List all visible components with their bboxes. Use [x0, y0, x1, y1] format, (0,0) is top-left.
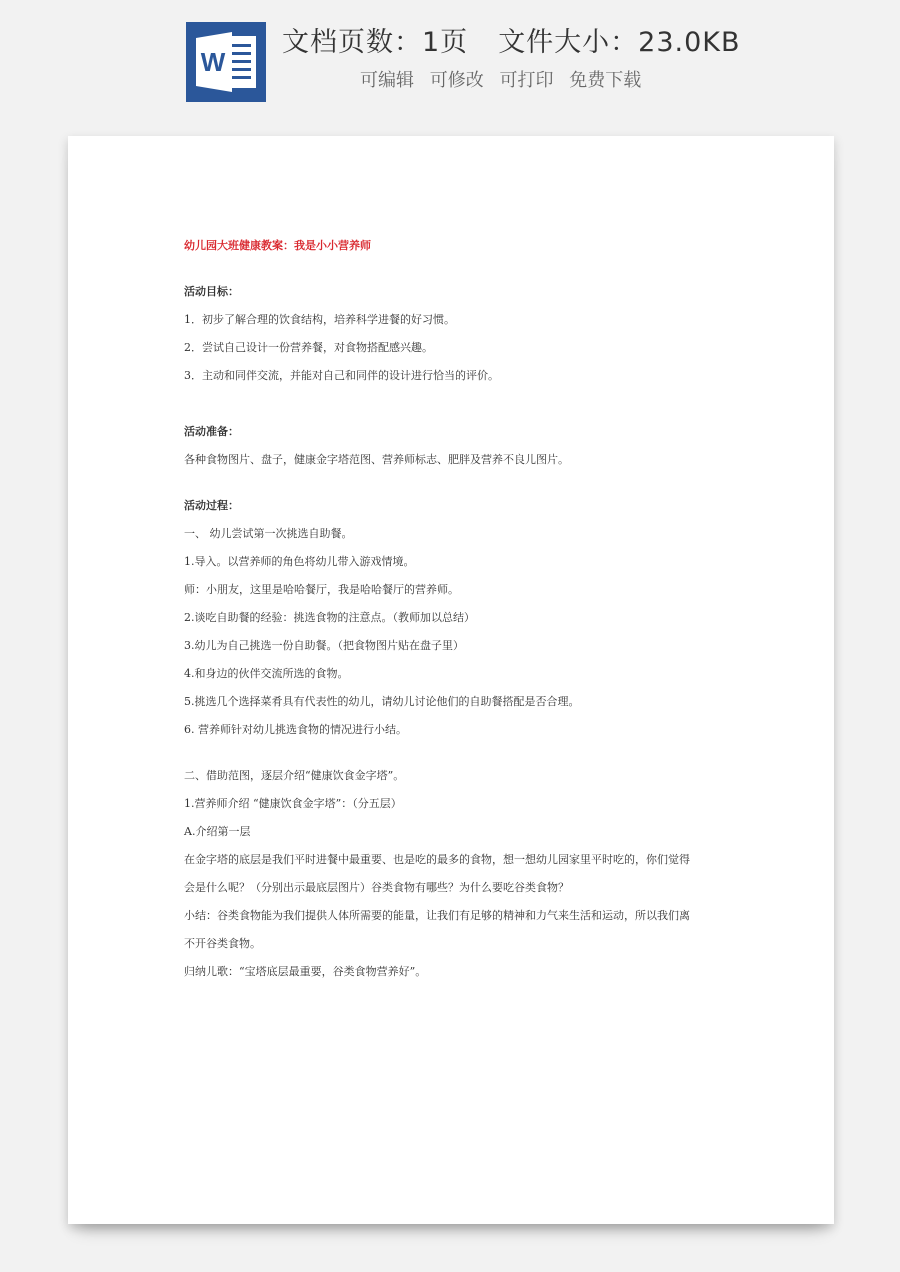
- download-header: [0, 0, 900, 120]
- process-line: 师：小朋友，这里是哈哈餐厅，我是哈哈餐厅的营养师。: [184, 583, 459, 596]
- process-line: 不开谷类食物。: [184, 937, 261, 950]
- goals-heading: 活动目标：: [184, 285, 239, 298]
- word-icon-letter: W: [200, 47, 226, 77]
- word-document-icon: [186, 22, 266, 102]
- process-line: 会是什么呢？（分别出示最底层图片）谷类食物有哪些？为什么要吃谷类食物？: [184, 881, 569, 894]
- process-heading: 活动过程：: [184, 499, 239, 512]
- document-page: [68, 136, 834, 1224]
- process-line: 2.谈吃自助餐的经验：挑选食物的注意点。（教师加以总结）: [184, 611, 475, 624]
- feature-printable: 可打印: [499, 70, 554, 91]
- process-line: 小结：谷类食物能为我们提供人体所需要的能量，让我们有足够的精神和力气来生活和运动，所以我们离: [184, 909, 690, 922]
- process-line: 5.挑选几个选择菜肴具有代表性的幼儿，请幼儿讨论他们的自助餐搭配是否合理。: [184, 695, 580, 708]
- prep-text: 各种食物图片、盘子，健康金字塔范图、营养师标志、肥胖及营养不良儿图片。: [184, 453, 569, 466]
- process-line: 归纳儿歌：“宝塔底层最重要，谷类食物营养好”。: [184, 965, 427, 978]
- process-line: 1.导入。以营养师的角色将幼儿带入游戏情境。: [184, 555, 415, 568]
- file-info-title: [282, 20, 802, 59]
- process-line: 4.和身边的伙伴交流所选的食物。: [184, 667, 349, 680]
- document-body: [184, 232, 724, 986]
- process-line: 二、借助范图，逐层介绍“健康饮食金字塔”。: [184, 769, 405, 782]
- process-line: 1.营养师介绍 “健康饮食金字塔”：（分五层）: [184, 797, 402, 810]
- feature-list: [360, 66, 651, 92]
- process-line: 6. 营养师针对幼儿挑选食物的情况进行小结。: [184, 723, 407, 736]
- process-line: 一、 幼儿尝试第一次挑选自助餐。: [184, 527, 353, 540]
- document-title: 幼儿园大班健康教案：我是小小营养师: [184, 239, 371, 252]
- feature-free-download: 免费下载: [569, 70, 642, 91]
- goal-item: 2．尝试自己设计一份营养餐，对食物搭配感兴趣。: [184, 341, 433, 354]
- feature-editable: 可编辑: [360, 70, 414, 91]
- goal-item: 3．主动和同伴交流，并能对自己和同伴的设计进行恰当的评价。: [184, 369, 499, 382]
- page-count: 文档页数：1页: [282, 27, 469, 58]
- goal-item: 1．初步了解合理的饮食结构，培养科学进餐的好习惯。: [184, 313, 455, 326]
- feature-modifiable: 可修改: [429, 70, 484, 91]
- file-size: 文件大小：23.0KB: [498, 27, 741, 58]
- process-line: 在金字塔的底层是我们平时进餐中最重要、也是吃的最多的食物，想一想幼儿园家里平时吃的，你们觉得: [184, 853, 690, 866]
- process-line: 3.幼儿为自己挑选一份自助餐。（把食物图片贴在盘子里）: [184, 639, 464, 652]
- process-line: A.介绍第一层: [184, 825, 251, 838]
- prep-heading: 活动准备：: [184, 425, 239, 438]
